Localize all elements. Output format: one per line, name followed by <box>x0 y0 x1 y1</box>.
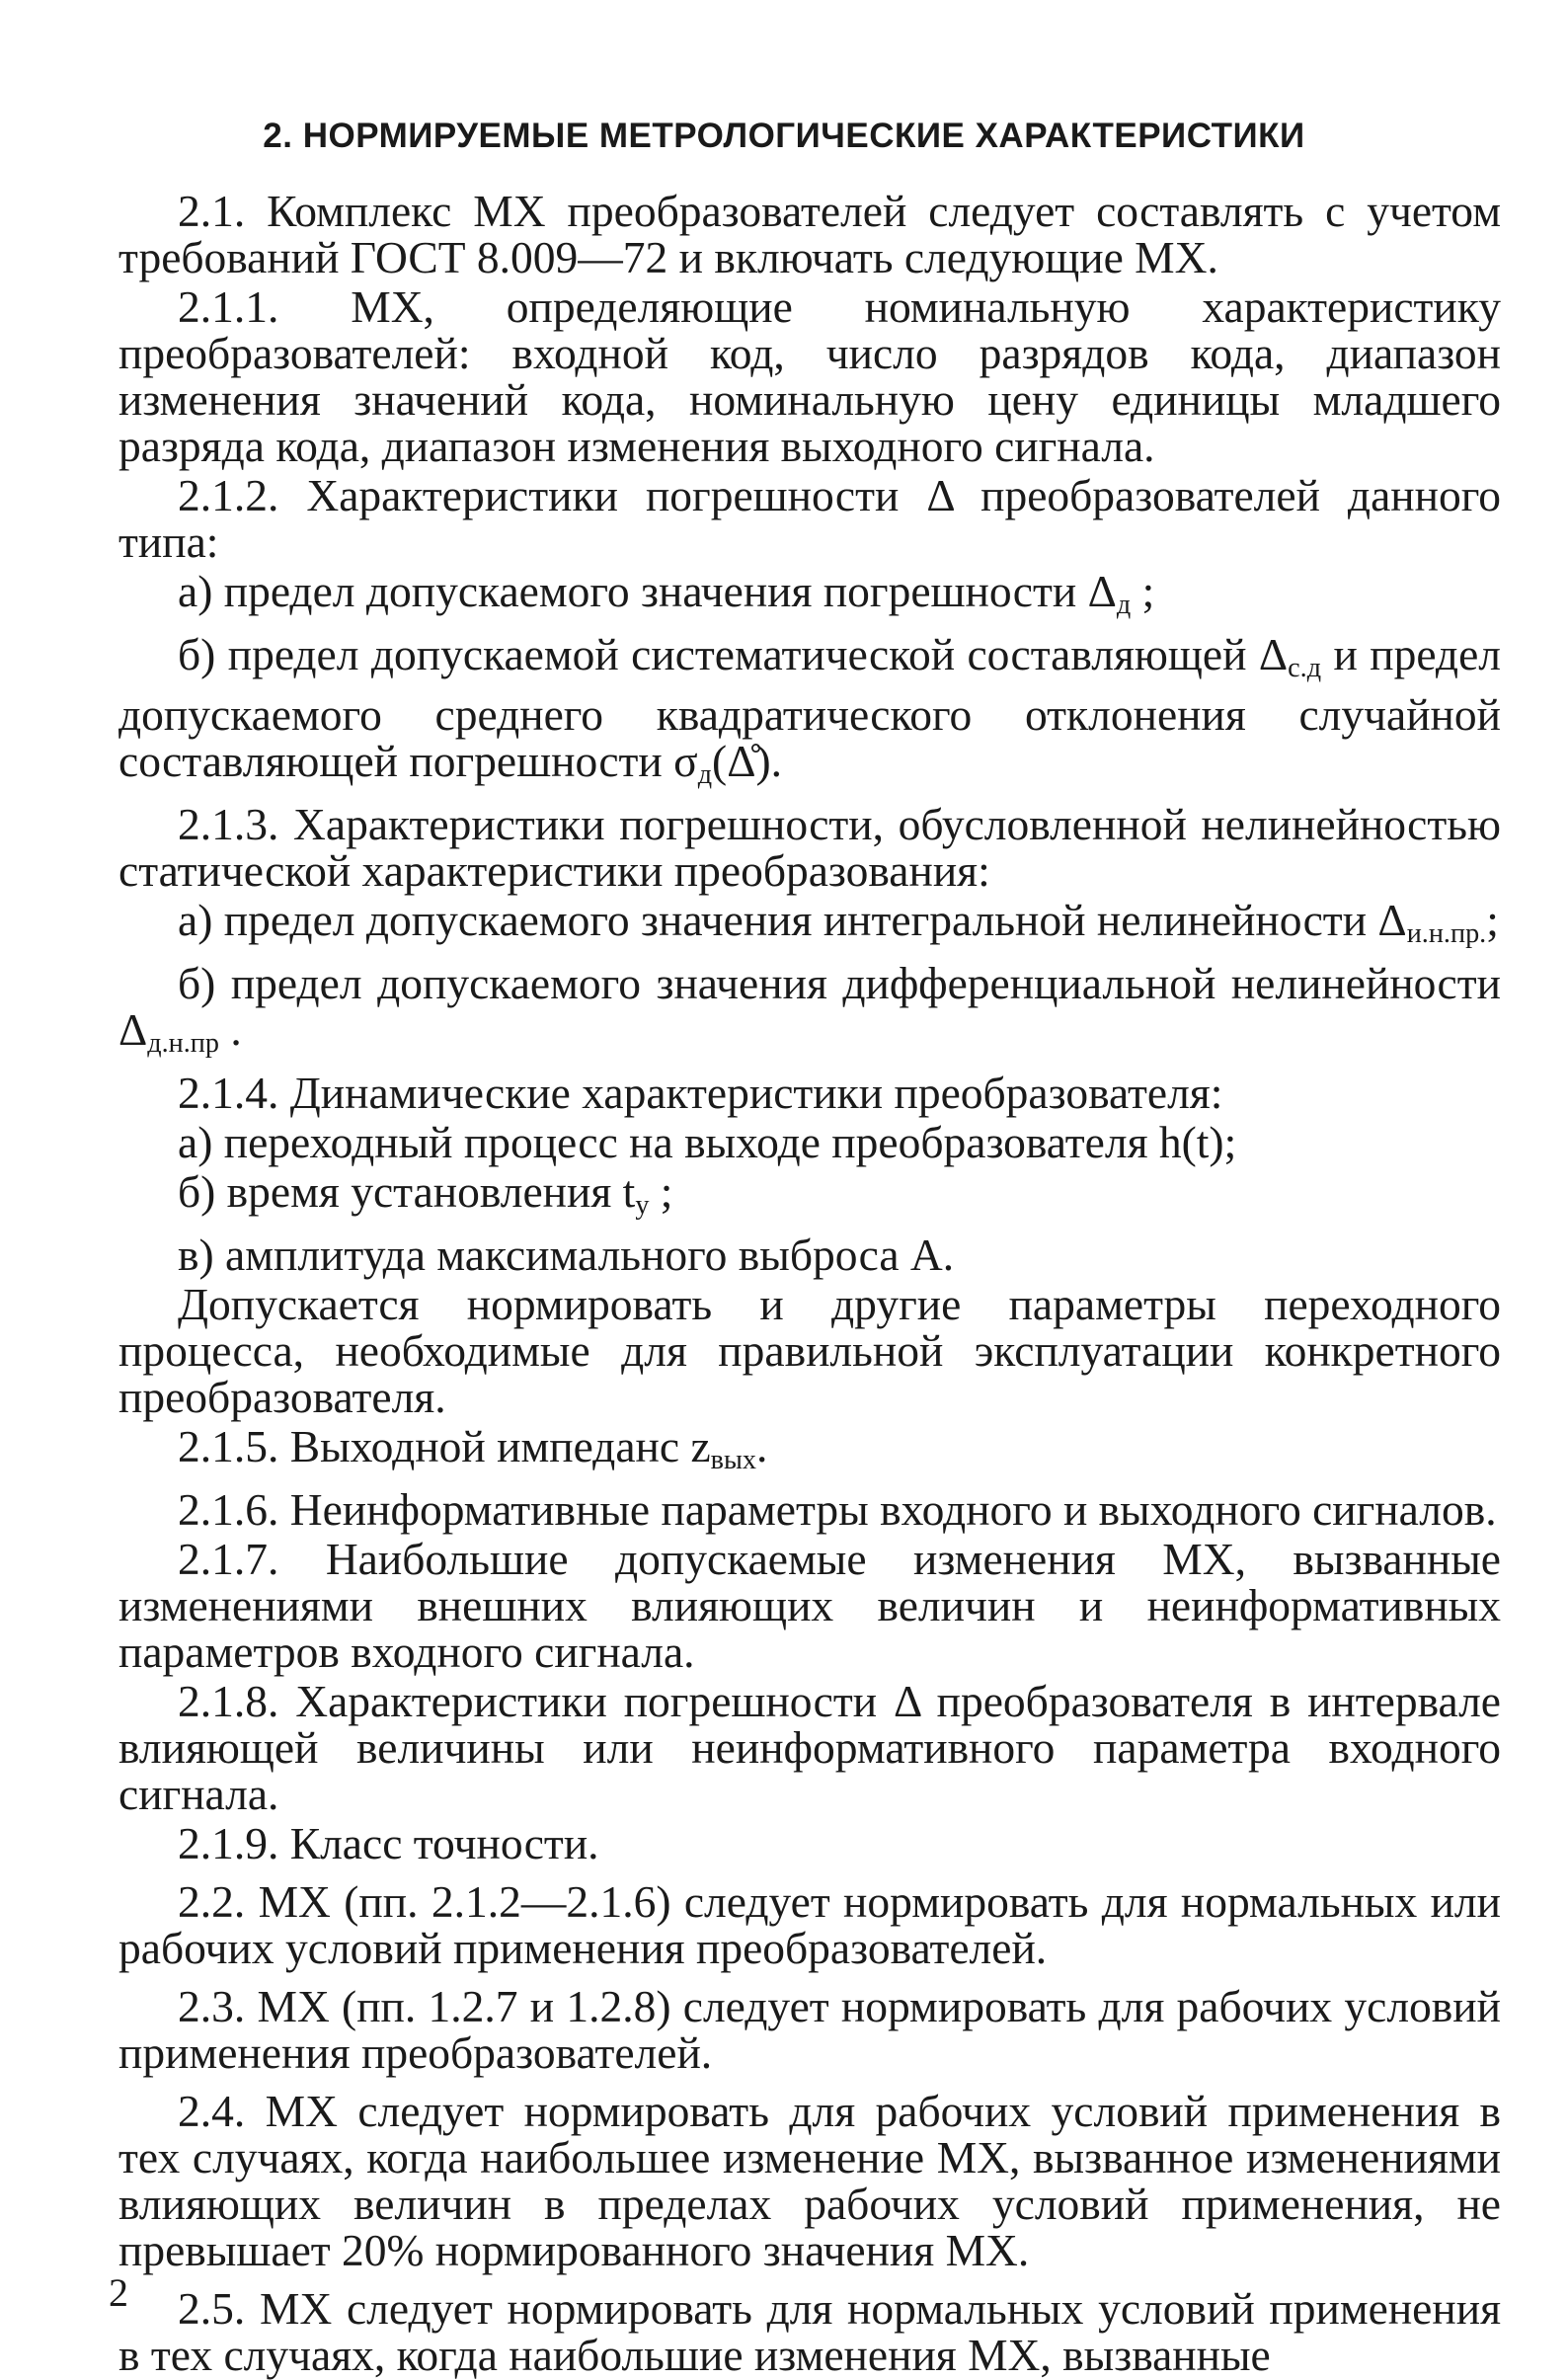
paragraph-2-1-3: 2.1.3. Характеристики погрешности, обусловленной нелинейностью статической характеристики преобразования: <box>118 799 1501 897</box>
text: (Δ̊). <box>712 736 782 787</box>
paragraph-2-1-2-a <box>118 568 1501 628</box>
subscript: вых <box>710 1445 757 1476</box>
text: б) время установления t <box>178 1166 636 1218</box>
text: . <box>219 1004 242 1056</box>
paragraph-2-5: 2.5. МХ следует нормировать для нормальных условий применения в тех случаях, когда наибольшие изменения МХ, вызванные <box>118 2283 1501 2380</box>
text: б) предел допускаемой систематической составляющей Δ <box>178 629 1289 680</box>
text: и предел допускаемого среднего квадратического отклонения случайной составляющей погрешности σ <box>118 629 1501 787</box>
section-body <box>118 188 1501 2378</box>
subscript: д <box>697 759 713 791</box>
paragraph-2-1-4-c: в) амплитуда максимального выброса A. <box>178 1230 955 1281</box>
paragraph-2-1-8: 2.1.8. Характеристики погрешности Δ преобразователя в интервале влияющей величины или неинформативного параметра входного сигнала. <box>118 1676 1501 1820</box>
subscript: д.н.пр <box>147 1028 220 1060</box>
paragraph-2-1-2-b <box>118 631 1501 798</box>
paragraph-transient-note: Допускается нормировать и другие параметры переходного процесса, необходимые для правильной эксплуатации конкретного преобразователя. <box>118 1279 1501 1423</box>
text: б) предел допускаемого значения дифференциальной нелинейности Δ <box>118 958 1501 1056</box>
paragraph-2-1-6: 2.1.6. Неинформативные параметры входного и выходного сигналов. <box>178 1484 1497 1536</box>
text: ; <box>649 1166 673 1218</box>
subscript: у <box>635 1190 650 1222</box>
paragraph-2-1: 2.1. Комплекс МХ преобразователей следует составлять с учетом требований ГОСТ 8.009—72 и включать следующие МХ. <box>118 186 1501 282</box>
text: а) предел допускаемого значения погрешности Δ <box>178 566 1117 616</box>
paragraph-2-1-5 <box>118 1423 1501 1483</box>
subscript: и.н.пр. <box>1406 918 1487 950</box>
paragraph-2-3: 2.3. МХ (пп. 1.2.7 и 1.2.8) следует нормировать для рабочих условий применения преобразователей. <box>118 1981 1501 2079</box>
paragraph-2-1-4-b <box>118 1168 1501 1229</box>
text: ; <box>1131 566 1155 616</box>
text: 2.1.5. Выходной импеданс z <box>178 1421 711 1472</box>
paragraph-2-1-3-b <box>118 960 1501 1067</box>
paragraph-2-2: 2.2. МХ (пп. 2.1.2—2.1.6) следует нормировать для нормальных или рабочих условий применения преобразователей. <box>118 1876 1501 1974</box>
paragraph-2-1-7: 2.1.7. Наибольшие допускаемые изменения МХ, вызванные изменениями внешних влияющих величин и неинформативных параметров входного сигнала. <box>118 1534 1501 1678</box>
paragraph-2-1-4-a: а) переходный процесс на выходе преобразователя h(t); <box>178 1117 1237 1168</box>
subscript: с.д <box>1288 653 1322 684</box>
paragraph-2-1-4: 2.1.4. Динамические характеристики преобразователя: <box>178 1068 1223 1119</box>
page-number: 2 <box>109 2270 128 2315</box>
paragraph-2-1-1: 2.1.1. МХ, определяющие номинальную характеристику преобразователей: входной код, число разрядов кода, диапазон изменения значений кода, номинальную цену единицы младшего разряда кода, диапазон изменения выходного сигнала. <box>118 281 1501 471</box>
paragraph-2-4: 2.4. МХ следует нормировать для рабочих условий применения в тех случаях, когда наибольшее изменение МХ, вызванное изменениями влияющих величин в пределах рабочих условий применения, не превышает 20% нормированного значения МХ. <box>118 2086 1501 2276</box>
text: . <box>756 1421 768 1472</box>
paragraph-2-1-2: 2.1.2. Характеристики погрешности Δ преобразователей данного типа: <box>118 470 1501 567</box>
subscript: д <box>1116 590 1132 621</box>
text: а) предел допускаемого значения интегральной нелинейности Δ <box>178 895 1407 946</box>
paragraph-2-1-9: 2.1.9. Класс точности. <box>178 1818 599 1869</box>
paragraph-2-1-3-a <box>118 897 1501 957</box>
section-title: 2. НОРМИРУЕМЫЕ МЕТРОЛОГИЧЕСКИЕ ХАРАКТЕРИСТИКИ <box>263 117 1305 155</box>
text: ; <box>1486 895 1499 946</box>
